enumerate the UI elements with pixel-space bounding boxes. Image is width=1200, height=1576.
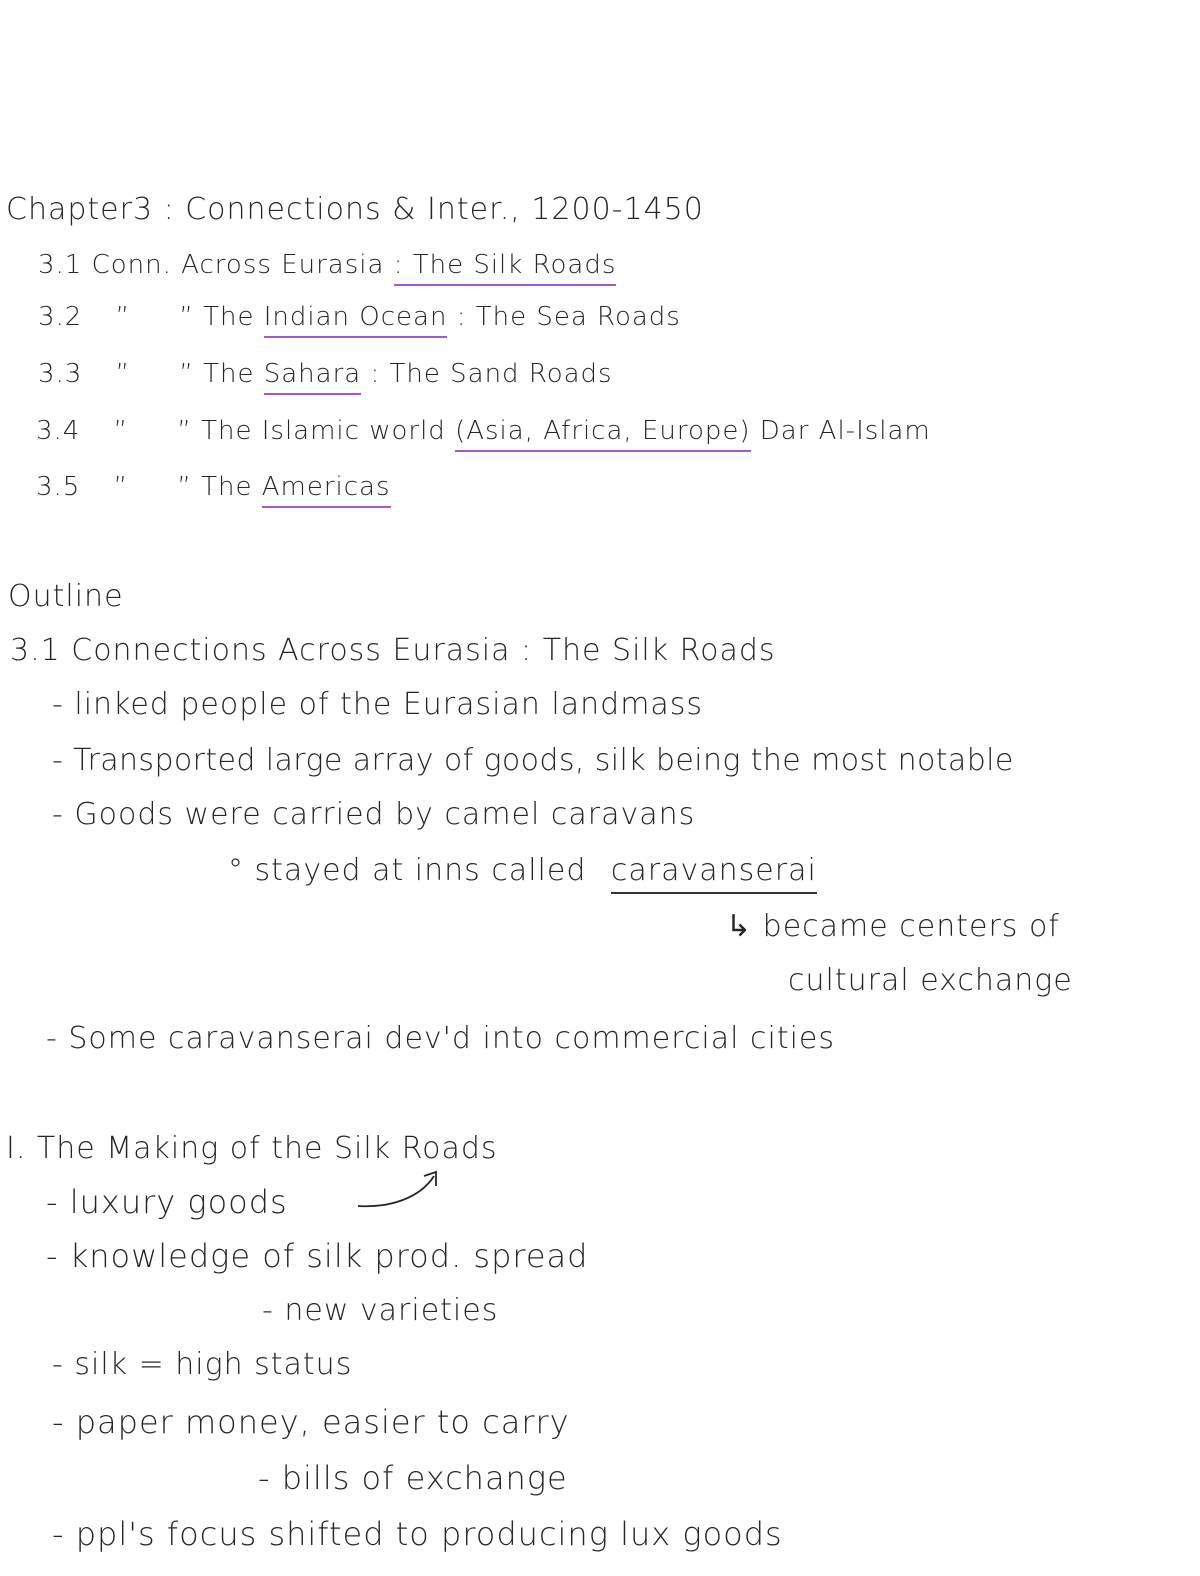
bullet: - Some caravanserai dev'd into commercial cities <box>46 1021 836 1056</box>
toc-topic: (Asia, Africa, Europe) <box>455 416 750 452</box>
toc-num: 3.5 <box>36 472 81 502</box>
bullet: - Goods were carried by camel caravans <box>52 797 696 832</box>
toc-topic: Sahara <box>264 359 361 395</box>
list-item: - knowledge of silk prod. spread <box>46 1237 589 1275</box>
toc-num: 3.2 <box>38 302 83 332</box>
arrow-note: ↳ became centers of <box>726 909 1060 944</box>
toc-ditto-the: ” The <box>177 472 253 502</box>
chapter-title: Chapter3 : Connections & Inter., 1200-1450 <box>6 192 704 227</box>
toc-topic: Eurasia <box>281 250 385 280</box>
key-term: caravanserai <box>611 853 817 894</box>
list-item: - ppl's focus shifted to producing lux goods <box>52 1515 783 1553</box>
toc-topic: Americas <box>262 472 391 508</box>
list-item: - silk = high status <box>52 1347 353 1382</box>
section-heading: I. The Making of the Silk Roads <box>6 1131 498 1166</box>
toc-rest: : The Sand Roads <box>370 359 613 389</box>
toc-topic: Indian Ocean <box>264 302 448 338</box>
bullet: - linked people of the Eurasian landmass <box>52 687 704 722</box>
toc-ditto: ” <box>113 472 129 502</box>
sub-item: - new varieties <box>262 1293 499 1328</box>
toc-rest: : The Silk Roads <box>394 250 617 286</box>
toc-ditto: ” <box>113 416 129 446</box>
toc-num: 3.4 <box>36 416 81 446</box>
toc-num: 3.3 <box>38 359 83 389</box>
sub-item: - bills of exchange <box>258 1459 568 1497</box>
toc-ditto: ” <box>115 302 131 332</box>
list-item: - paper money, easier to carry <box>52 1403 570 1441</box>
list-item: - luxury goods <box>46 1183 288 1221</box>
sub-bullet-text: ° stayed at inns called <box>228 853 587 888</box>
bullet: - Transported large array of goods, silk being the most notable <box>52 743 1014 778</box>
toc-rest: : The Sea Roads <box>456 302 681 332</box>
toc-ditto-the: ” The <box>179 302 255 332</box>
toc-rest: Dar Al-Islam <box>759 416 931 446</box>
toc-ditto: ” <box>115 359 131 389</box>
outline-heading: Outline <box>8 579 124 614</box>
arrow-note-continued: cultural exchange <box>788 963 1073 998</box>
section-heading: 3.1 Connections Across Eurasia : The Silk Roads <box>10 633 776 668</box>
toc-lead: Conn. Across <box>91 250 272 280</box>
toc-ditto-the: ” The <box>177 416 253 446</box>
toc-num: 3.1 <box>38 250 83 280</box>
toc-lead: Islamic world <box>261 416 446 446</box>
toc-ditto-the: ” The <box>179 359 255 389</box>
